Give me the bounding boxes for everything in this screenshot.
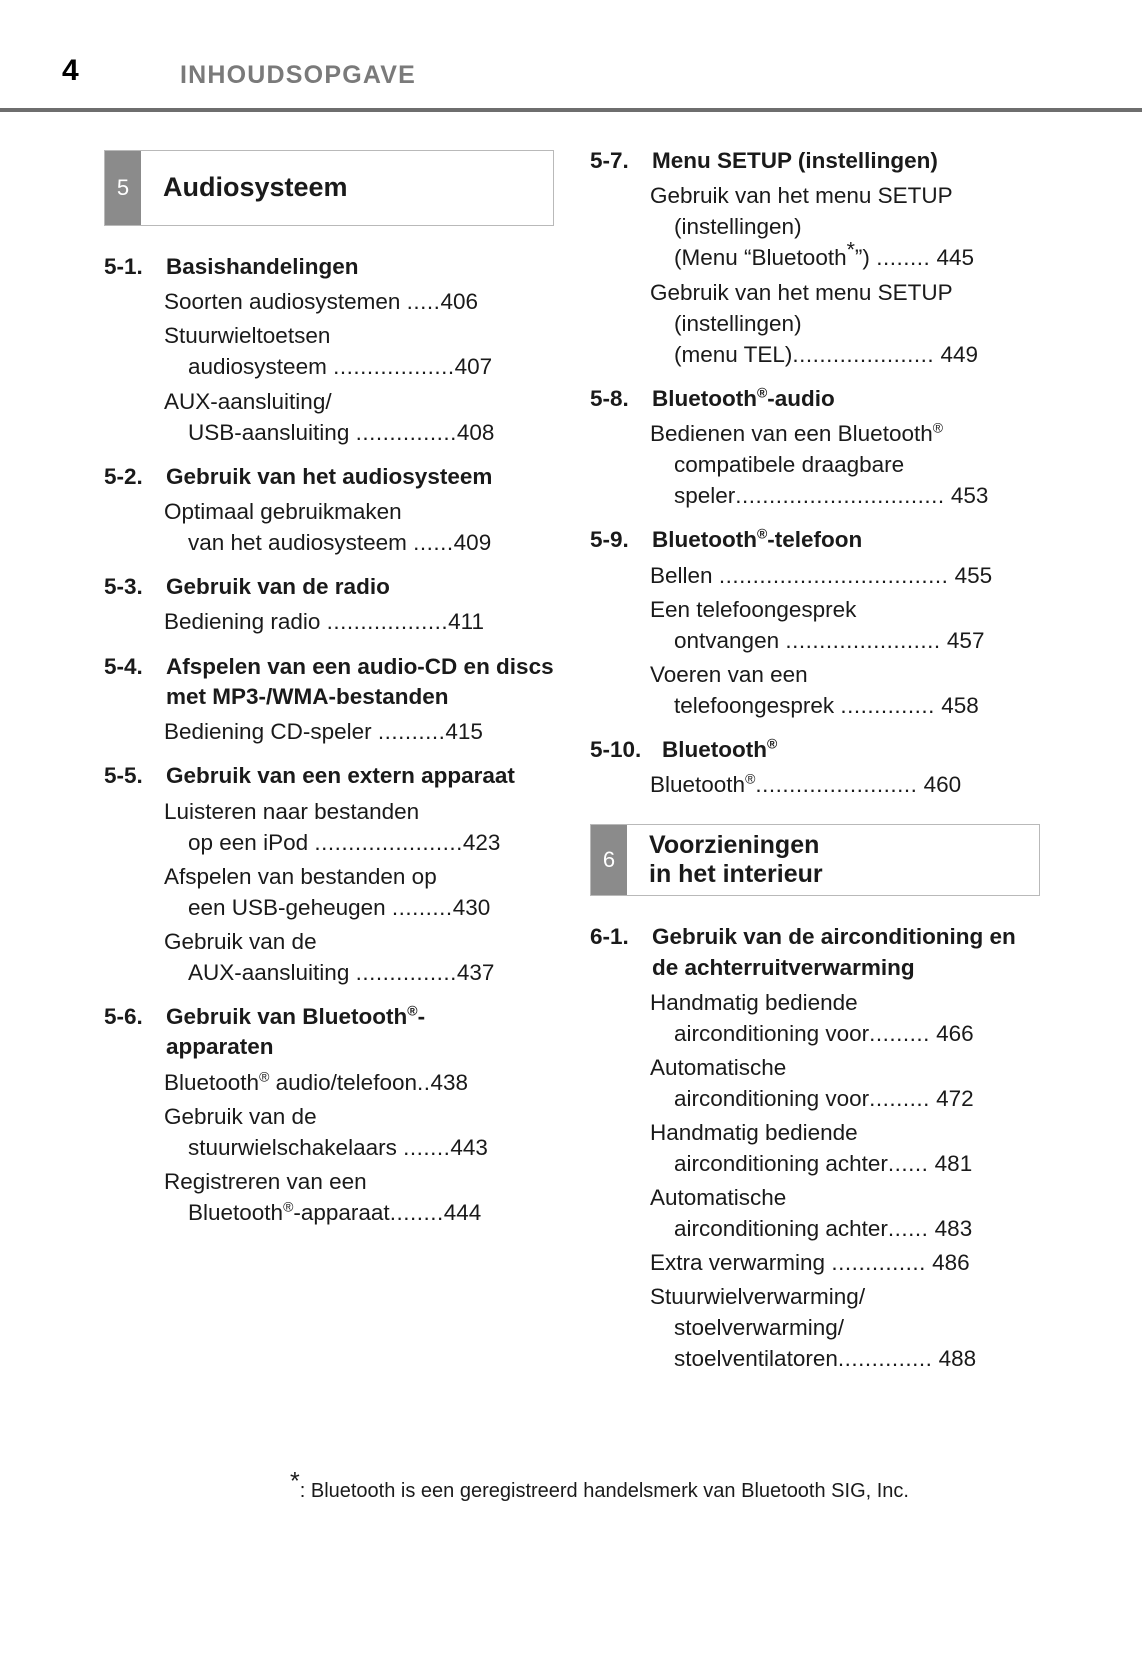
entry-dots: ....................... <box>785 627 941 653</box>
chapter-title-line1: Voorzieningen <box>649 831 820 860</box>
entry-text: AUX-aansluiting/ <box>164 388 332 414</box>
entry-text-3: stoelventilatoren <box>674 1346 838 1372</box>
entry-text: Gebruik van de <box>164 1103 317 1129</box>
section-number: 5-1. <box>104 254 143 279</box>
entry-page: 411 <box>448 609 485 635</box>
section-name: Gebruik van de airconditioning en de achterruitverwarming <box>652 924 1016 980</box>
entry-text-3: (menu TEL) <box>674 341 793 367</box>
entry-text-2: airconditioning voor <box>674 1021 870 1046</box>
entry-text-2: airconditioning achter <box>674 1216 888 1242</box>
entry-text: Optimaal gebruikmaken <box>164 498 402 524</box>
section-heading <box>590 735 1040 765</box>
footnote <box>290 1467 909 1503</box>
page-header <box>0 28 1142 88</box>
entry-page: 455 <box>954 562 993 588</box>
section-number: 5-7. <box>590 148 629 173</box>
entry-text: Automatische <box>650 1185 787 1211</box>
section-5-4 <box>104 652 554 748</box>
section-number: 5-8. <box>590 385 629 411</box>
section-name: Menu SETUP (instellingen) <box>652 148 938 173</box>
entry-page: 481 <box>934 1151 973 1177</box>
section-number: 5-5. <box>104 763 143 789</box>
entry-dots: ........................ <box>755 772 918 798</box>
section-number: 5-6. <box>104 1003 143 1029</box>
entry-dots: ......... <box>391 894 453 920</box>
footnote-text: : Bluetooth is een geregistreerd handelsmerk van Bluetooth SIG, Inc. <box>299 1480 909 1502</box>
entry-page: 445 <box>936 245 975 271</box>
section-entries <box>104 286 554 447</box>
entry-page: 423 <box>462 829 501 855</box>
section-name: Gebruik van Bluetooth®- apparaten <box>166 1002 426 1060</box>
entry-dots: ..... <box>406 289 441 315</box>
entry-page: 406 <box>440 289 478 315</box>
section-5-8 <box>590 384 1040 512</box>
entry-dots: ..................... <box>792 341 935 367</box>
entry-text: Luisteren naar bestanden <box>164 798 420 824</box>
section-entries <box>104 716 554 747</box>
entry-text: Afspelen van bestanden op <box>164 863 437 889</box>
entry-page: 488 <box>938 1346 977 1372</box>
section-heading <box>104 252 554 282</box>
footnote-marker: * <box>290 1467 300 1496</box>
section-name: Bluetooth® <box>662 735 778 762</box>
entry-text: Bluetooth® <box>650 770 756 798</box>
entry-text-3: speler <box>674 483 736 509</box>
entry-text-2: een USB-geheugen <box>188 894 386 920</box>
chapter-number: 6 <box>591 825 627 895</box>
entry-text: Extra verwarming <box>650 1250 826 1276</box>
section-heading <box>104 761 554 791</box>
section-5-9 <box>590 525 1040 721</box>
toc-entry[interactable] <box>590 1052 1040 1114</box>
toc-entry[interactable] <box>104 861 554 923</box>
chapter-title <box>627 825 823 895</box>
entry-text-2: van het audiosysteem <box>188 530 407 556</box>
toc-entry[interactable] <box>104 496 554 558</box>
section-entries <box>104 796 554 988</box>
section-6-1 <box>590 922 1040 1374</box>
header-divider <box>0 108 1142 112</box>
chapter-title: Audiosysteem <box>163 172 348 203</box>
section-heading <box>590 384 1040 414</box>
entry-dots: .................. <box>326 609 449 635</box>
entry-text: Bedienen van een Bluetooth® <box>650 419 944 447</box>
entry-dots: ...... <box>413 530 454 556</box>
entry-dots: .............. <box>837 1346 933 1372</box>
entry-dots: ........ <box>876 245 931 271</box>
entry-dots: .. <box>416 1069 431 1095</box>
entry-text-2: AUX-aansluiting <box>188 959 350 985</box>
section-heading <box>104 652 554 713</box>
entry-page: 409 <box>453 530 492 556</box>
entry-dots: .............. <box>840 692 935 718</box>
entry-text-2: stuurwielschakelaars <box>188 1134 397 1160</box>
entry-text: Gebruik van de <box>164 928 317 954</box>
section-5-2 <box>104 462 554 558</box>
section-heading <box>104 1002 554 1063</box>
entry-text: Bediening CD-speler <box>164 719 372 745</box>
entry-text: Gebruik van het menu SETUP <box>650 183 953 209</box>
section-number: 5-9. <box>590 527 629 553</box>
right-column <box>590 146 1040 1379</box>
section-heading <box>104 462 554 492</box>
entry-page: 460 <box>923 772 962 798</box>
toc-entry[interactable] <box>590 1117 1040 1179</box>
section-name: Bluetooth®-telefoon <box>652 525 863 553</box>
section-5-6 <box>104 1002 554 1228</box>
entry-text: Automatische <box>650 1055 787 1081</box>
entry-text-2: ontvangen <box>674 627 780 653</box>
entry-text-3: (Menu “Bluetooth*”) <box>674 237 870 271</box>
entry-dots: ............................... <box>735 483 945 509</box>
chapter-title-line2: in het interieur <box>649 860 823 889</box>
entry-page: 449 <box>940 341 978 367</box>
entry-page: 407 <box>454 354 493 380</box>
toc-entry[interactable] <box>590 1182 1040 1244</box>
toc-entry[interactable] <box>590 1247 1040 1278</box>
entry-text: Bediening radio <box>164 609 321 635</box>
entry-page: 437 <box>456 959 495 985</box>
section-number: 5-3. <box>104 574 143 600</box>
entry-page: 444 <box>443 1199 482 1225</box>
toc-entry[interactable] <box>104 320 554 382</box>
section-5-1 <box>104 252 554 448</box>
toc-entry[interactable] <box>590 180 1040 273</box>
section-number: 5-4. <box>104 653 143 679</box>
section-number: 5-2. <box>104 463 143 489</box>
entry-text-2: op een iPod <box>188 829 309 855</box>
entry-dots: ...................... <box>314 829 463 855</box>
toc-entry[interactable] <box>590 277 1040 370</box>
toc-entry[interactable] <box>104 606 554 637</box>
page-title: INHOUDSOPGAVE <box>180 61 416 89</box>
section-name: Afspelen van een audio-CD en discs met MP3-/WMA-bestanden <box>166 653 554 709</box>
section-number: 5-10. <box>590 736 642 762</box>
entry-dots: ....... <box>403 1134 451 1160</box>
entry-dots: .............. <box>831 1250 926 1276</box>
entry-text: Soorten audiosystemen <box>164 289 401 315</box>
entry-text: Bluetooth® audio/telefoon <box>164 1068 417 1095</box>
entry-text-2: airconditioning achter <box>674 1151 888 1177</box>
entry-text: Gebruik van het menu SETUP <box>650 279 953 305</box>
entry-page: 430 <box>452 894 491 920</box>
entry-dots: .................................. <box>718 562 949 588</box>
entry-text: Voeren van een <box>650 661 808 687</box>
entry-page: 457 <box>946 627 985 653</box>
entry-dots: ......... <box>869 1086 930 1112</box>
toc-entry[interactable] <box>590 769 1040 800</box>
section-heading <box>590 525 1040 555</box>
section-heading <box>590 922 1040 983</box>
left-column <box>104 150 554 1232</box>
toc-entry[interactable] <box>104 286 554 317</box>
section-name: Basishandelingen <box>166 254 359 279</box>
entry-page: 453 <box>950 483 989 509</box>
section-name: Gebruik van de radio <box>166 574 390 600</box>
section-entries <box>104 1067 554 1228</box>
entry-text-2: (instellingen) <box>674 310 802 336</box>
entry-dots: ......... <box>869 1021 930 1046</box>
toc-entry[interactable] <box>590 987 1040 1049</box>
section-entries <box>590 560 1040 721</box>
entry-dots: ...... <box>887 1151 929 1177</box>
chapter-number: 5 <box>105 151 141 225</box>
entry-text-2: stoelverwarming/ <box>674 1315 845 1341</box>
toc-entry[interactable] <box>104 1101 554 1163</box>
entry-dots: ...... <box>887 1216 929 1242</box>
entry-text-2: (instellingen) <box>674 214 802 240</box>
section-5-10 <box>590 735 1040 800</box>
entry-text: Stuurwieltoetsen <box>164 323 331 349</box>
entry-dots: ........ <box>389 1199 444 1225</box>
entry-text: Handmatig bediende <box>650 1120 858 1146</box>
section-name: Gebruik van het audiosysteem <box>166 463 493 489</box>
entry-page: 443 <box>450 1134 488 1160</box>
section-heading <box>104 572 554 602</box>
chapter-banner-audio <box>104 150 554 226</box>
toc-entry[interactable] <box>104 926 554 988</box>
toc-entry[interactable] <box>590 418 1040 511</box>
section-name: Gebruik van een extern apparaat <box>166 763 515 789</box>
entry-page: 472 <box>936 1086 974 1112</box>
toc-entry[interactable] <box>104 1166 554 1228</box>
section-5-3 <box>104 572 554 637</box>
entry-text: Bellen <box>650 562 713 588</box>
section-entries <box>104 606 554 637</box>
entry-text: Registreren van een <box>164 1168 367 1194</box>
entry-page: 486 <box>932 1250 970 1276</box>
entry-dots: ............... <box>355 959 457 985</box>
entry-page: 458 <box>941 692 979 718</box>
section-number: 6-1. <box>590 924 629 950</box>
section-entries <box>104 496 554 558</box>
entry-dots: ............... <box>355 419 457 445</box>
section-5-7 <box>590 146 1040 370</box>
toc-entry[interactable] <box>104 386 554 448</box>
chapter-banner-interior <box>590 824 1040 896</box>
entry-page: 466 <box>936 1021 974 1046</box>
entry-text-2: airconditioning voor <box>674 1086 870 1112</box>
entry-page: 408 <box>456 419 495 445</box>
entry-page: 438 <box>430 1069 469 1095</box>
section-entries <box>590 987 1040 1375</box>
entry-text-2: compatibele draagbare <box>674 452 905 478</box>
toc-entry[interactable] <box>104 796 554 858</box>
section-5-5 <box>104 761 554 988</box>
entry-text-2: telefoongesprek <box>674 692 835 718</box>
section-entries <box>590 769 1040 800</box>
entry-page: 483 <box>934 1216 973 1242</box>
toc-entry[interactable] <box>590 659 1040 721</box>
toc-entry[interactable] <box>590 560 1040 591</box>
entry-text: Handmatig bediende <box>650 989 858 1015</box>
toc-entry[interactable] <box>104 1067 554 1098</box>
section-name: Bluetooth®-audio <box>652 384 835 411</box>
toc-entry[interactable] <box>104 716 554 747</box>
section-heading <box>590 146 1040 176</box>
entry-text: Stuurwielverwarming/ <box>650 1284 866 1310</box>
entry-dots: .................. <box>333 354 455 380</box>
entry-dots: .......... <box>377 719 446 745</box>
entry-page: 415 <box>445 719 483 745</box>
section-entries <box>590 418 1040 511</box>
toc-entry[interactable] <box>590 594 1040 656</box>
entry-text-2: audiosysteem <box>188 354 327 380</box>
section-entries <box>590 180 1040 369</box>
entry-text-2: Bluetooth®-apparaat <box>188 1198 390 1225</box>
page-number: 4 <box>62 54 79 87</box>
entry-text-2: USB-aansluiting <box>188 419 350 445</box>
toc-entry[interactable] <box>590 1281 1040 1374</box>
entry-text: Een telefoongesprek <box>650 596 857 622</box>
